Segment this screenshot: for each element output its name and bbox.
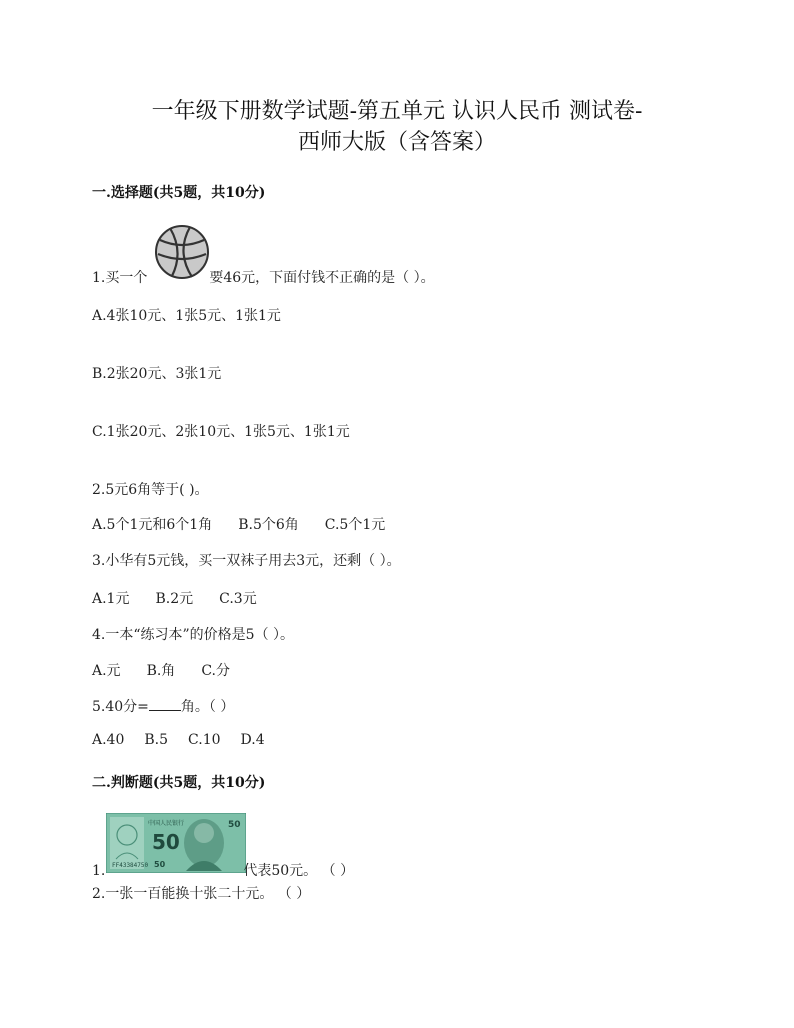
question-1-option-c[interactable]: C.1张20元、2张10元、1张5元、1张1元	[92, 424, 350, 440]
banknote-header: 中国人民银行	[148, 820, 185, 827]
question-5-option-c[interactable]: C.10	[188, 732, 221, 748]
question-3-options	[92, 588, 257, 608]
section-heading-judgement: 二.判断题(共5题，共10分)	[92, 775, 266, 791]
section-heading-choice: 一.选择题(共5题，共10分)	[92, 185, 266, 201]
judgement-1	[92, 860, 354, 880]
document-title-line-1: 一年级下册数学试题-第五单元 认识人民币 测试卷-	[151, 99, 643, 124]
question-5-suffix: 角。（ ）	[180, 699, 235, 715]
judgement-1-prefix: 1.	[92, 863, 106, 879]
judgement-2: 2.一张一百能换十张二十元。 （ ）	[92, 886, 311, 902]
question-4: 4.一本“练习本”的价格是5（ ）。	[92, 627, 295, 643]
banknote-value-small: 50	[154, 860, 166, 869]
question-2-option-a[interactable]: A.5个1元和6个1角	[92, 517, 213, 533]
question-1-prefix: 1.买一个	[92, 270, 148, 286]
question-5-option-d[interactable]: D.4	[240, 732, 265, 748]
question-2-option-b[interactable]: B.5个6角	[238, 517, 299, 533]
banknote-serial: FF43384750	[112, 862, 149, 869]
question-5-option-b[interactable]: B.5	[144, 732, 169, 748]
question-1	[92, 267, 435, 287]
question-4-option-c[interactable]: C.分	[201, 663, 230, 679]
question-5-blank[interactable]	[149, 698, 181, 711]
question-3-option-b[interactable]: B.2元	[155, 591, 194, 607]
question-3: 3.小华有5元钱，买一双袜子用去3元，还剩（ ）。	[92, 553, 401, 569]
judgement-1-suffix: 代表50元。 （ ）	[243, 863, 355, 879]
question-5-option-a[interactable]: A.40	[92, 732, 125, 748]
question-5-prefix: 5.40分=	[92, 699, 149, 715]
question-3-option-a[interactable]: A.1元	[92, 591, 130, 607]
question-2-options	[92, 514, 385, 534]
question-5-options	[92, 732, 265, 748]
banknote-value-corner: 50	[228, 820, 241, 830]
question-4-option-a[interactable]: A.元	[92, 663, 121, 679]
question-3-option-c[interactable]: C.3元	[219, 591, 257, 607]
banknote-value-large: 50	[152, 830, 180, 854]
question-4-options	[92, 660, 230, 680]
question-2-option-c[interactable]: C.5个1元	[324, 517, 386, 533]
question-2: 2.5元6角等于( )。	[92, 482, 209, 498]
question-5	[92, 696, 234, 716]
question-1-suffix: 要46元，下面付钱不正确的是（ ）。	[209, 270, 435, 286]
question-4-option-b[interactable]: B.角	[146, 663, 176, 679]
question-1-option-a[interactable]: A.4张10元、1张5元、1张1元	[92, 308, 281, 324]
question-1-option-b[interactable]: B.2张20元、3张1元	[92, 366, 222, 382]
document-title-line-2: 西师大版（含答案）	[297, 130, 496, 155]
